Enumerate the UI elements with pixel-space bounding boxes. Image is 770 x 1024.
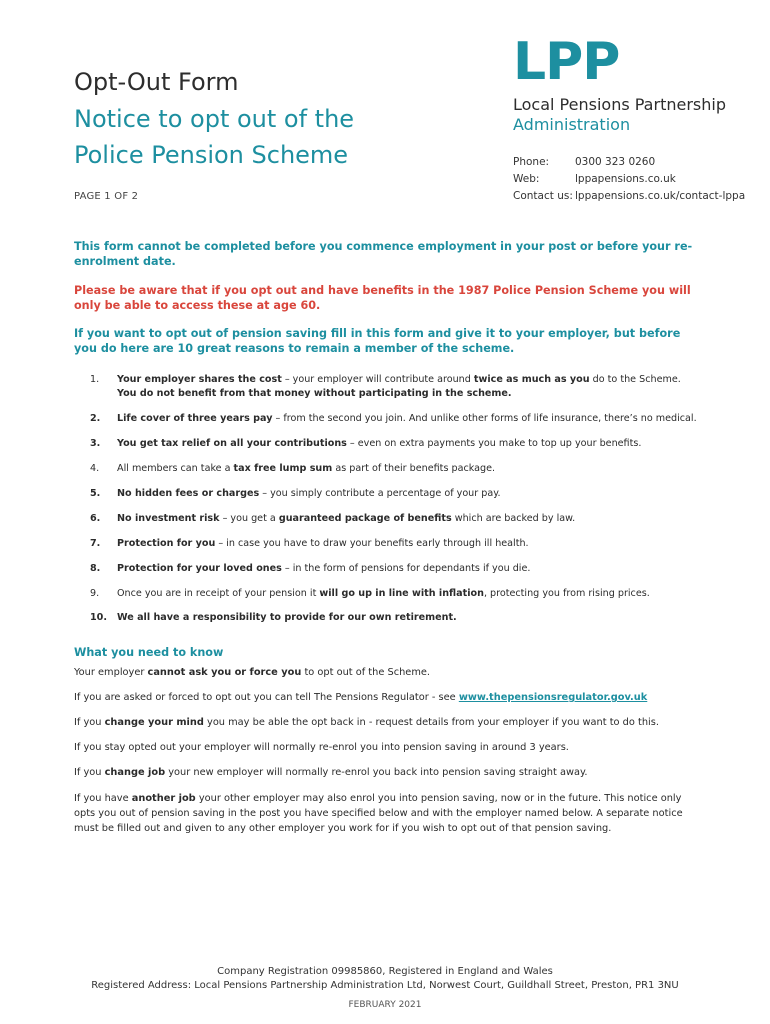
reason-text: Life cover of three years pay – from the second you join. And unlike other forms of life insurance, there’s no medical.: [117, 413, 697, 424]
reason-number: 5.: [90, 488, 101, 499]
reason-number: 1.: [90, 374, 100, 385]
need-to-know-paragraph: Your employer cannot ask you or force you to opt out of the Scheme.: [74, 667, 431, 678]
intro-notice: This form cannot be completed before you commence employment in your post or before your re-enrolment date.: [74, 240, 693, 268]
section-heading: What you need to know: [74, 646, 224, 659]
form-subtitle-line-2: Police Pension Scheme: [74, 141, 349, 169]
reason-number: 10.: [90, 612, 107, 623]
contact-value[interactable]: lppapensions.co.uk: [575, 173, 676, 185]
need-to-know-paragraph: If you stay opted out your employer will normally re-enrol you into pension saving in around 3 years.: [74, 742, 569, 753]
need-to-know-paragraph: If you have another job your other employer may also enrol you into pension saving, now or in the future. This notice only opts you out of pension saving in the post you have specified below and with the employer named below. A separate notice must be filled out and given to any other employer you work for if you wish to opt out of that pension saving.: [74, 793, 683, 834]
lpp-logo: LPP: [513, 32, 620, 92]
contact-web: [513, 173, 676, 185]
need-to-know-paragraph: If you are asked or forced to opt out you can tell The Pensions Regulator - see www.thepensionsregulator.gov.uk: [74, 692, 648, 703]
contact-value[interactable]: lppapensions.co.uk/contact-lppa: [575, 190, 746, 202]
reason-number: 4.: [90, 463, 100, 474]
page-number: PAGE 1 OF 2: [74, 191, 139, 202]
footer-address: Registered Address: Local Pensions Partnership Administration Ltd, Norwest Court, Guildhall Street, Preston, PR1 3NU: [91, 980, 679, 991]
footer-date: FEBRUARY 2021: [348, 1000, 422, 1010]
org-name-line-2: Administration: [513, 115, 631, 134]
contact-label: Phone:: [513, 156, 550, 168]
reason-text: Once you are in receipt of your pension it will go up in line with inflation, protecting you from rising prices.: [117, 588, 650, 599]
form-subtitle-line-1: Notice to opt out of the: [74, 105, 355, 133]
form-title: Opt-Out Form: [74, 68, 239, 96]
reason-text: We all have a responsibility to provide for our own retirement.: [117, 612, 457, 623]
need-to-know-paragraph: If you change your mind you may be able the opt back in - request details from your employer if you want to do this.: [74, 717, 659, 728]
regulator-link[interactable]: www.thepensionsregulator.gov.uk: [458, 692, 648, 703]
need-to-know-paragraph: If you change job your new employer will normally re-enrol you back into pension saving straight away.: [74, 767, 588, 778]
intro-reasons: If you want to opt out of pension saving fill in this form and give it to your employer, but before you do here are 10 great reasons to remain a member of the scheme.: [74, 327, 681, 355]
contact-us: [513, 190, 745, 202]
footer-registration: Company Registration 09985860, Registered in England and Wales: [217, 966, 553, 977]
reason-number: 8.: [90, 563, 101, 574]
contact-value: 0300 323 0260: [575, 156, 656, 168]
reason-number: 6.: [90, 513, 101, 524]
reason-text: Protection for you – in case you have to draw your benefits early through ill health.: [117, 538, 529, 549]
reason-text: No hidden fees or charges – you simply contribute a percentage of your pay.: [117, 488, 501, 499]
reason-number: 3.: [90, 438, 101, 449]
reason-text: Protection for your loved ones – in the form of pensions for dependants if you die.: [117, 563, 531, 574]
reason-number: 7.: [90, 538, 101, 549]
contact-label: Contact us:: [513, 190, 573, 202]
contact-phone: [513, 156, 655, 168]
contact-label: Web:: [513, 173, 540, 185]
org-name-line-1: Local Pensions Partnership: [513, 95, 726, 114]
reason-text: All members can take a tax free lump sum as part of their benefits package.: [117, 463, 496, 474]
reason-text: Your employer shares the cost – your employer will contribute around twice as much as you do to the Scheme. You do not benefit from that money without participating in the scheme.: [117, 374, 681, 399]
reason-number: 9.: [90, 588, 100, 599]
reason-text: No investment risk – you get a guaranteed package of benefits which are backed by law.: [117, 513, 576, 524]
intro-warning: Please be aware that if you opt out and have benefits in the 1987 Police Pension Scheme you will only be able to access these at age 60.: [74, 284, 691, 312]
reason-number: 2.: [90, 413, 101, 424]
reason-text: You get tax relief on all your contributions – even on extra payments you make to top up your benefits.: [117, 438, 642, 449]
